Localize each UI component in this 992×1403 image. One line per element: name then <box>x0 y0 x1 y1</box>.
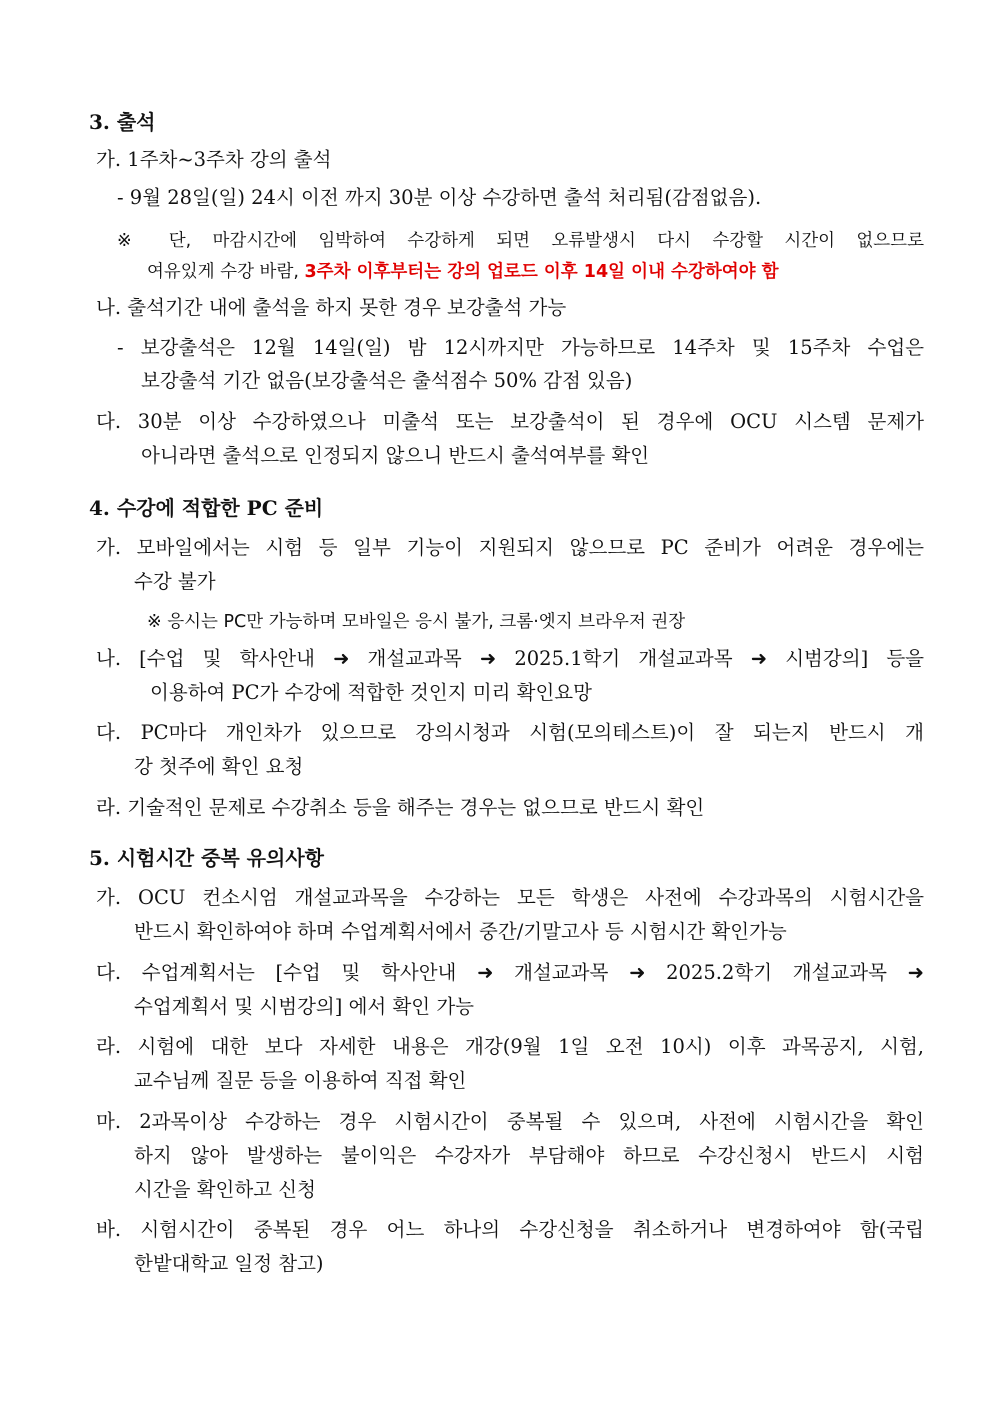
s3-da-line1: 다. 30분 이상 수강하였으나 미출석 또는 보강출석이 된 경우에 OCU 시스템 문제가 <box>96 410 924 433</box>
section-3-title: 3. 출석 <box>89 110 156 134</box>
s4-na-line1: 나. [수업 및 학사안내 ➜ 개설교과목 ➜ 2025.1학기 개설교과목 ➜ 시범강의] 등을 <box>96 647 924 670</box>
s3-ga-note-warning: 3주차 이후부터는 강의 업로드 이후 14일 이내 수강하여야 함 <box>304 262 779 282</box>
s4-ra: 라. 기술적인 문제로 수강취소 등을 해주는 경우는 없으므로 반드시 확인 <box>96 796 705 819</box>
s5-ma-line2: 하지 않아 발생하는 불이익은 수강자가 부담해야 하므로 수강신청시 반드시 시험 <box>134 1144 924 1167</box>
s4-na-line2: 이용하여 PC가 수강에 적합한 것인지 미리 확인요망 <box>150 681 592 704</box>
s3-na-dash-line1: - 보강출석은 12월 14일(일) 밤 12시까지만 가능하므로 14주차 및 15주차 수업은 <box>117 336 924 359</box>
s5-ra-line2: 교수님께 질문 등을 이용하여 직접 확인 <box>134 1069 467 1092</box>
s3-na-dash-line2: 보강출석 기간 없음(보강출석은 출석점수 50% 감점 있음) <box>141 369 633 392</box>
s3-da-line2: 아니라면 출석으로 인정되지 않으니 반드시 출석여부를 확인 <box>141 444 650 467</box>
s4-ga-line1: 가. 모바일에서는 시험 등 일부 기능이 지원되지 않으므로 PC 준비가 어려운 경우에는 <box>96 536 924 559</box>
s5-ra-line1: 라. 시험에 대한 보다 자세한 내용은 개강(9월 1일 오전 10시) 이후 과목공지, 시험, <box>96 1035 924 1058</box>
s3-ga-note-line1: ※ 단, 마감시간에 임박하여 수강하게 되면 오류발생시 다시 수강할 시간이 없으므로 <box>117 231 924 251</box>
s5-ma-line1: 마. 2과목이상 수강하는 경우 시험시간이 중복될 수 있으며, 사전에 시험시간을 확인 <box>96 1110 924 1133</box>
s5-ga-line1: 가. OCU 컨소시엄 개설교과목을 수강하는 모든 학생은 사전에 수강과목의 시험시간을 <box>96 886 924 909</box>
s3-ga-label: 가. 1주차~3주차 강의 출석 <box>96 148 332 171</box>
section-4-title: 4. 수강에 적합한 PC 준비 <box>89 496 324 520</box>
s4-da-line1: 다. PC마다 개인차가 있으므로 강의시청과 시험(모의테스트)이 잘 되는지 반드시 개 <box>96 721 924 744</box>
s5-ba-line1: 바. 시험시간이 중복된 경우 어느 하나의 수강신청을 취소하거나 변경하여야 함(국립 <box>96 1218 924 1241</box>
s4-ga-line2: 수강 불가 <box>134 570 216 593</box>
s4-note: ※ 응시는 PC만 가능하며 모바일은 응시 불가, 크롬·엣지 브라우저 권장 <box>147 612 686 632</box>
s3-na-label: 나. 출석기간 내에 출석을 하지 못한 경우 보강출석 가능 <box>96 296 567 319</box>
s5-ma-line3: 시간을 확인하고 신청 <box>134 1178 316 1201</box>
s5-ga-line2: 반드시 확인하여야 하며 수업계획서에서 중간/기말고사 등 시험시간 확인가능 <box>134 920 787 943</box>
s3-ga-note-prefix: 여유있게 수강 바람, <box>147 262 305 282</box>
s5-da-line2: 수업계획서 및 시범강의] 에서 확인 가능 <box>134 995 474 1018</box>
s3-ga-note-line2 <box>147 260 779 284</box>
s4-da-line2: 강 첫주에 확인 요청 <box>134 755 304 778</box>
s5-ba-line2: 한밭대학교 일정 참고) <box>134 1252 324 1275</box>
s5-da-line1: 다. 수업계획서는 [수업 및 학사안내 ➜ 개설교과목 ➜ 2025.2학기 개설교과목 ➜ <box>96 961 924 984</box>
section-5-title: 5. 시험시간 중복 유의사항 <box>89 846 324 870</box>
s3-ga-dash: - 9월 28일(일) 24시 이전 까지 30분 이상 수강하면 출석 처리됨(감점없음). <box>117 186 762 209</box>
